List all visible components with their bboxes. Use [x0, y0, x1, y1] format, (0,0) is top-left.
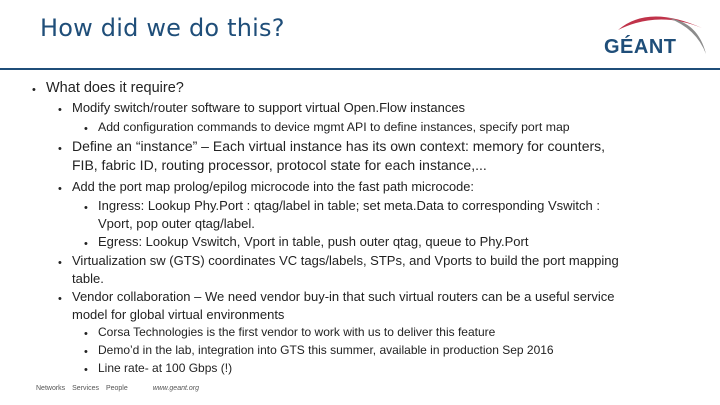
bullet-dot: •	[84, 238, 88, 250]
bullet-dot: •	[84, 328, 88, 340]
bullet-dot: •	[58, 143, 62, 155]
bullet-dot: •	[84, 346, 88, 358]
bullet-line-rate: Line rate- at 100 Gbps (!)	[98, 361, 233, 375]
bullet-ingress: Ingress: Lookup Phy.Port : qtag/label in table; set meta.Data to corresponding Vswitch :	[98, 198, 600, 213]
bullet-ingress-cont: Vport, pop outer qtag/label.	[98, 216, 255, 231]
footer-networks: Networks	[36, 385, 66, 392]
bullet-vendor: Vendor collaboration – We need vendor buy-in that such virtual routers can be a useful service	[72, 289, 615, 304]
bullet-virtualization: Virtualization sw (GTS) coordinates VC tags/labels, STPs, and Vports to build the port mapping	[72, 253, 619, 268]
footer-services: Services	[72, 385, 99, 392]
bullet-dot: •	[84, 364, 88, 376]
footer-url[interactable]: www.geant.org	[152, 385, 199, 392]
bullet-modify: Modify switch/router software to support virtual Open.Flow instances	[72, 100, 466, 115]
page-title: How did we do this?	[40, 14, 285, 42]
bullet-demod: Demo’d in the lab, integration into GTS this summer, available in production Sep 2016	[98, 343, 554, 357]
bullet-dot: •	[84, 202, 88, 214]
bullet-add-port-map: Add the port map prolog/epilog microcode into the fast path microcode:	[72, 179, 474, 194]
bullet-corsa: Corsa Technologies is the first vendor to work with us to deliver this feature	[98, 325, 496, 339]
footer	[36, 385, 204, 392]
bullet-virtualization-cont: table.	[72, 271, 104, 286]
bullet-dot: •	[58, 104, 62, 116]
footer-people: People	[105, 385, 128, 392]
bullet-vendor-cont: model for global virtual environments	[72, 307, 285, 322]
bullet-egress: Egress: Lookup Vswitch, Vport in table, push outer qtag, queue to Phy.Port	[98, 234, 529, 249]
bullet-dot: •	[58, 293, 62, 305]
bullet-what-require: What does it require?	[46, 80, 184, 96]
bullet-add-config: Add configuration commands to device mgmt API to define instances, specify port map	[98, 120, 570, 134]
bullet-dot: •	[84, 123, 88, 135]
bullet-dot: •	[58, 257, 62, 269]
logo-text: GÉANT	[604, 36, 677, 58]
bullet-dot: •	[32, 84, 36, 96]
bullet-dot: •	[58, 183, 62, 195]
bullet-define-instance-cont: FIB, fabric ID, routing processor, protocol state for each instance,...	[72, 157, 487, 173]
bullet-define-instance: Define an “instance” – Each virtual instance has its own context: memory for counters,	[72, 138, 606, 154]
